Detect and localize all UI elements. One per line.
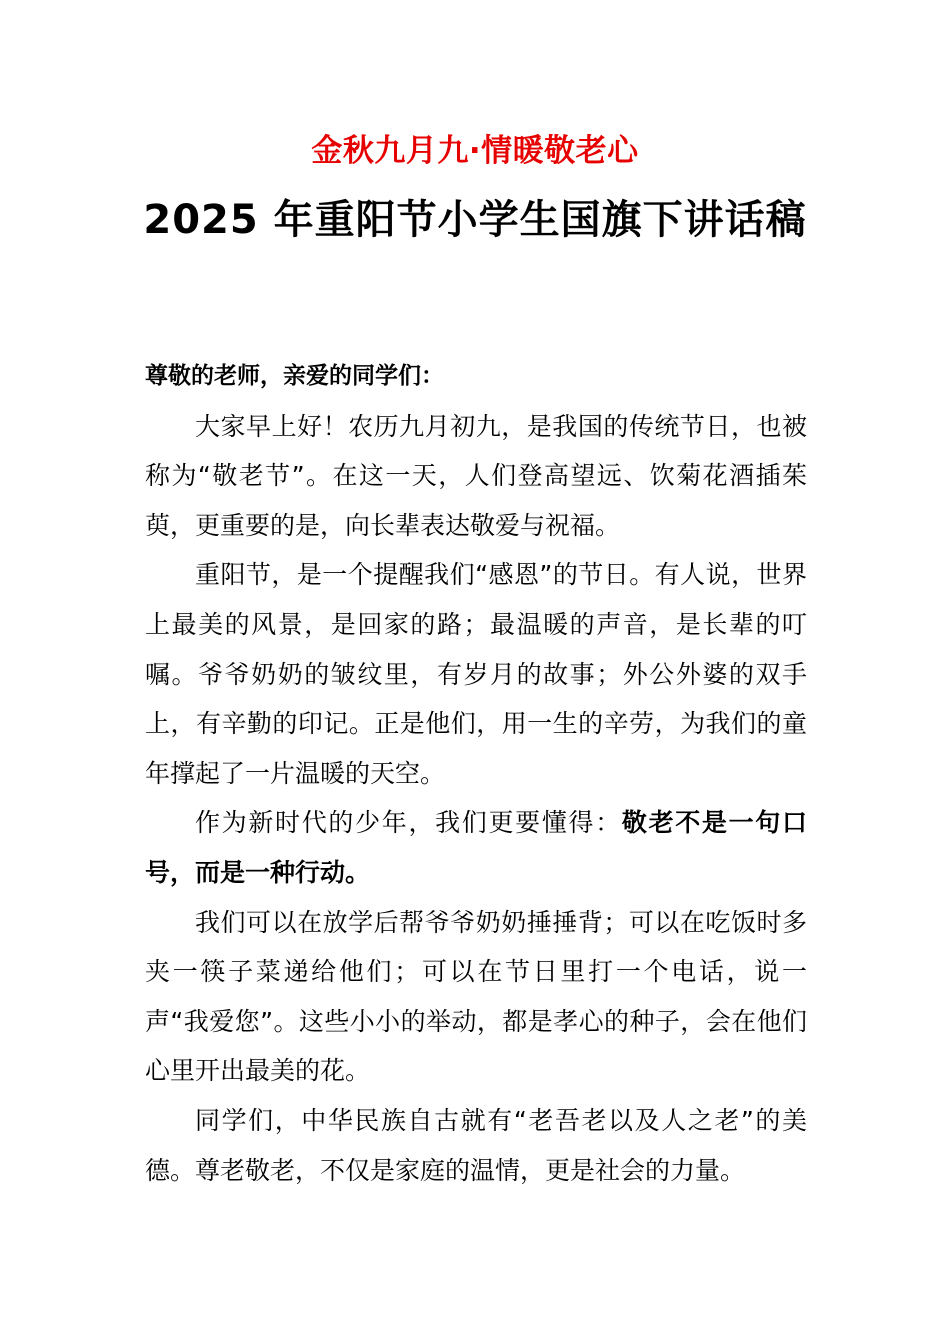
- paragraph-3: [145, 798, 807, 897]
- paragraph-text: 大家早上好！农历九月初九，是我国的传统节日，也被称为“敬老节”。在这一天，人们登高望远、饮菊花酒插茱萸，更重要的是，向长辈表达敬爱与祝福。: [145, 411, 807, 540]
- document-title: 2025 年重阳节小学生国旗下讲话稿: [143, 197, 807, 243]
- paragraph-2: [145, 550, 807, 798]
- paragraph-text: 同学们，中华民族自古就有“老吾老以及人之老”的美德。尊老敬老，不仅是家庭的温情，更是社会的力量。: [145, 1105, 807, 1185]
- paragraph-text: 重阳节，是一个提醒我们“感恩”的节日。有人说，世界上最美的风景，是回家的路；最温暖的声音，是长辈的叮嘱。爷爷奶奶的皱纹里，有岁月的故事；外公外婆的双手上，有辛勤的印记。正是他们，用一生的辛劳，为我们的童年撑起了一片温暖的天空。: [145, 560, 807, 788]
- paragraph-5: [145, 1096, 807, 1195]
- paragraph-emphasis: 敬老不是一句口号，而是一种行动。: [145, 808, 807, 887]
- document-body: [145, 352, 807, 1195]
- paragraph-text: 我们可以在放学后帮爷爷奶奶捶捶背；可以在吃饭时多夹一筷子菜递给他们；可以在节日里打一个电话，说一声“我爱您”。这些小小的举动，都是孝心的种子，会在他们心里开出最美的花。: [145, 907, 807, 1086]
- paragraph-text: 作为新时代的少年，我们更要懂得：: [195, 808, 622, 838]
- paragraph-1: [145, 402, 807, 551]
- salutation: 尊敬的老师，亲爱的同学们：: [145, 363, 444, 389]
- document-subtitle: 金秋九月九·情暖敬老心: [311, 133, 639, 169]
- paragraph-4: [145, 898, 807, 1096]
